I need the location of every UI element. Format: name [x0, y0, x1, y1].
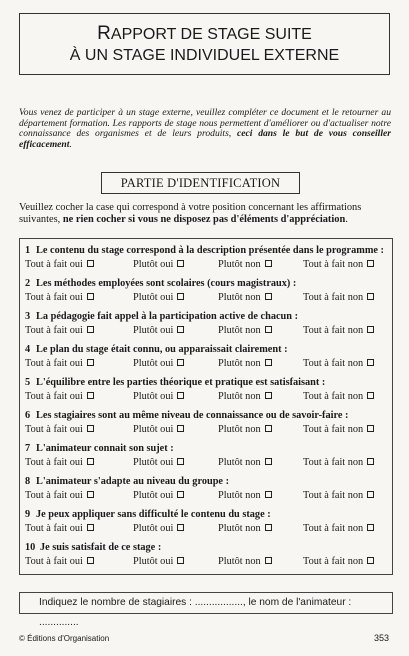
title-line-2: À UN STAGE INDIVIDUEL EXTERNE [69, 47, 340, 64]
answer-option[interactable] [218, 457, 272, 468]
answer-option[interactable] [25, 424, 94, 435]
answer-option-label: Plutôt non [218, 457, 261, 468]
question-number: 6 [25, 410, 31, 421]
question-label [25, 278, 296, 289]
answer-option-label: Plutôt non [218, 292, 261, 303]
answer-option[interactable] [133, 292, 184, 303]
answer-option-label: Tout à fait oui [25, 457, 83, 468]
checkbox-icon[interactable] [177, 326, 184, 333]
checkbox-icon[interactable] [367, 458, 374, 465]
intro-paragraph: Vous venez de participer à un stage externe, veuillez compléter ce document et le retourner au département formation. Les rapports de stage nous permettent d'améliorer ou d'actualiser notre connaissance des organismes et de leurs produits, ceci dans le but de vous conseiller efficacement. [19, 107, 392, 150]
answer-option-label: Tout à fait non [303, 490, 364, 501]
answer-option[interactable] [133, 424, 184, 435]
answer-option-label: Plutôt non [218, 358, 261, 369]
answer-option-label: Tout à fait oui [25, 523, 83, 534]
checkbox-icon[interactable] [87, 458, 94, 465]
answer-option-label: Tout à fait oui [25, 391, 83, 402]
question-label [25, 410, 348, 421]
question-row [20, 542, 392, 574]
answer-option[interactable] [25, 325, 94, 336]
answer-option-label: Plutôt non [218, 490, 261, 501]
answer-option[interactable] [133, 259, 184, 270]
question-row [20, 443, 392, 475]
checkbox-icon[interactable] [265, 260, 272, 267]
checkbox-icon[interactable] [177, 458, 184, 465]
checkbox-icon[interactable] [87, 293, 94, 300]
answer-option-label: Plutôt oui [133, 556, 174, 567]
question-text: Le contenu du stage correspond à la description présentée dans le programme : [36, 245, 384, 256]
answer-option[interactable] [133, 325, 184, 336]
answer-option[interactable] [25, 457, 94, 468]
answer-option-label: Tout à fait oui [25, 259, 83, 270]
answer-option-label: Tout à fait oui [25, 325, 83, 336]
checkbox-icon[interactable] [265, 557, 272, 564]
page-number: 353 [374, 633, 390, 643]
answer-option-label: Tout à fait non [303, 292, 364, 303]
footer-fill-line[interactable]: Indiquez le nombre de stagiaires : ................., le nom de l'animateur : .............. [19, 592, 393, 614]
question-text: Je peux appliquer sans difficulté le contenu du stage : [36, 509, 271, 520]
checkbox-icon[interactable] [265, 425, 272, 432]
question-label [25, 311, 298, 322]
question-text: Le plan du stage était connu, ou apparaissait clairement : [36, 344, 288, 355]
checkbox-icon[interactable] [367, 293, 374, 300]
answer-option[interactable] [303, 325, 374, 336]
instructions-paragraph: Veuillez cocher la case qui correspond à votre position concernant les affirmations suivantes, ne rien cocher si vous ne disposez pas d'éléments d'appréciation. [19, 202, 362, 225]
answer-option[interactable] [303, 358, 374, 369]
answer-option[interactable] [133, 556, 184, 567]
question-text: L'équilibre entre les parties théorique et pratique est satisfaisant : [36, 377, 326, 388]
checkbox-icon[interactable] [367, 524, 374, 531]
answer-option[interactable] [218, 292, 272, 303]
checkbox-icon[interactable] [367, 491, 374, 498]
answer-option-label: Tout à fait non [303, 457, 364, 468]
answer-option-label: Tout à fait non [303, 358, 364, 369]
answer-option-label: Plutôt oui [133, 325, 174, 336]
question-row [20, 410, 392, 442]
checkbox-icon[interactable] [367, 260, 374, 267]
question-text: L'animateur s'adapte au niveau du groupe : [36, 476, 230, 487]
checkbox-icon[interactable] [367, 425, 374, 432]
question-label [25, 443, 174, 454]
answer-option-label: Plutôt oui [133, 358, 174, 369]
checkbox-icon[interactable] [265, 392, 272, 399]
answer-option-label: Tout à fait oui [25, 490, 83, 501]
question-label [25, 245, 384, 256]
answer-option-label: Tout à fait oui [25, 358, 83, 369]
answer-option-label: Tout à fait oui [25, 424, 83, 435]
answer-option-label: Plutôt non [218, 325, 261, 336]
question-row [20, 377, 392, 409]
title-line-1: RAPPORT DE STAGE SUITE [97, 23, 312, 44]
checkbox-icon[interactable] [87, 392, 94, 399]
checkbox-icon[interactable] [177, 392, 184, 399]
answer-option[interactable] [303, 523, 374, 534]
question-label [25, 542, 161, 553]
answer-option-label: Tout à fait non [303, 424, 364, 435]
question-number: 7 [25, 443, 31, 454]
questionnaire [19, 238, 393, 575]
checkbox-icon[interactable] [177, 425, 184, 432]
answer-option-label: Plutôt oui [133, 259, 174, 270]
question-number: 1 [25, 245, 31, 256]
checkbox-icon[interactable] [177, 293, 184, 300]
answer-option[interactable] [218, 556, 272, 567]
question-row [20, 311, 392, 343]
answer-option[interactable] [218, 490, 272, 501]
answer-option[interactable] [303, 259, 374, 270]
question-text: Les méthodes employées sont scolaires (cours magistraux) : [36, 278, 297, 289]
answer-option[interactable] [218, 325, 272, 336]
question-number: 2 [25, 278, 31, 289]
checkbox-icon[interactable] [177, 359, 184, 366]
question-label [25, 344, 288, 355]
checkbox-icon[interactable] [367, 326, 374, 333]
answer-option[interactable] [25, 259, 94, 270]
answer-option-label: Tout à fait oui [25, 556, 83, 567]
question-number: 8 [25, 476, 31, 487]
answer-option[interactable] [133, 391, 184, 402]
answer-option[interactable] [218, 391, 272, 402]
question-label [25, 476, 229, 487]
checkbox-icon[interactable] [177, 557, 184, 564]
question-text: Je suis satisfait de ce stage : [40, 542, 162, 553]
answer-option-label: Plutôt non [218, 391, 261, 402]
answer-option-label: Plutôt oui [133, 457, 174, 468]
question-number: 3 [25, 311, 31, 322]
publisher-credit: © Éditions d'Organisation [19, 634, 110, 643]
answer-option[interactable] [303, 292, 374, 303]
checkbox-icon[interactable] [265, 491, 272, 498]
answer-option[interactable] [25, 523, 94, 534]
checkbox-icon[interactable] [87, 260, 94, 267]
question-text: La pédagogie fait appel à la participation active de chacun : [36, 311, 298, 322]
answer-option-label: Plutôt non [218, 523, 261, 534]
question-label [25, 377, 325, 388]
answer-option[interactable] [25, 490, 94, 501]
answer-option-label: Tout à fait non [303, 391, 364, 402]
answer-option[interactable] [303, 424, 374, 435]
answer-option[interactable] [303, 391, 374, 402]
question-number: 4 [25, 344, 31, 355]
question-number: 9 [25, 509, 31, 520]
question-text: L'animateur connait son sujet : [36, 443, 174, 454]
checkbox-icon[interactable] [265, 293, 272, 300]
answer-option[interactable] [25, 556, 94, 567]
answer-option-label: Tout à fait non [303, 259, 364, 270]
document-title [19, 13, 390, 75]
answer-option-label: Tout à fait oui [25, 292, 83, 303]
answer-option-label: Plutôt non [218, 556, 261, 567]
answer-option[interactable] [218, 358, 272, 369]
answer-option[interactable] [218, 424, 272, 435]
answer-option-label: Tout à fait non [303, 325, 364, 336]
answer-option[interactable] [218, 523, 272, 534]
answer-option-label: Plutôt non [218, 259, 261, 270]
answer-option-label: Plutôt oui [133, 292, 174, 303]
checkbox-icon[interactable] [265, 524, 272, 531]
answer-option[interactable] [133, 490, 184, 501]
question-number: 10 [25, 542, 36, 553]
question-row [20, 245, 392, 277]
checkbox-icon[interactable] [87, 524, 94, 531]
question-text: Les stagiaires sont au même niveau de connaissance ou de savoir-faire : [36, 410, 349, 421]
section-title: PARTIE D'IDENTIFICATION [101, 172, 300, 194]
answer-option[interactable] [133, 523, 184, 534]
question-label [25, 509, 271, 520]
checkbox-icon[interactable] [177, 524, 184, 531]
answer-option[interactable] [218, 259, 272, 270]
checkbox-icon[interactable] [367, 557, 374, 564]
checkbox-icon[interactable] [367, 392, 374, 399]
question-row [20, 344, 392, 376]
checkbox-icon[interactable] [87, 359, 94, 366]
answer-option[interactable] [303, 556, 374, 567]
checkbox-icon[interactable] [367, 359, 374, 366]
answer-option-label: Plutôt oui [133, 391, 174, 402]
checkbox-icon[interactable] [87, 425, 94, 432]
question-row [20, 476, 392, 508]
checkbox-icon[interactable] [87, 557, 94, 564]
answer-option-label: Plutôt oui [133, 424, 174, 435]
answer-option[interactable] [25, 391, 94, 402]
answer-option-label: Tout à fait non [303, 523, 364, 534]
checkbox-icon[interactable] [177, 260, 184, 267]
question-row [20, 509, 392, 541]
answer-option-label: Plutôt non [218, 424, 261, 435]
checkbox-icon[interactable] [265, 359, 272, 366]
answer-option[interactable] [133, 358, 184, 369]
answer-option[interactable] [303, 457, 374, 468]
checkbox-icon[interactable] [177, 491, 184, 498]
answer-option[interactable] [133, 457, 184, 468]
answer-option[interactable] [25, 358, 94, 369]
question-number: 5 [25, 377, 31, 388]
answer-option-label: Tout à fait non [303, 556, 364, 567]
answer-option-label: Plutôt oui [133, 490, 174, 501]
checkbox-icon[interactable] [87, 491, 94, 498]
checkbox-icon[interactable] [87, 326, 94, 333]
question-row [20, 278, 392, 310]
answer-option-label: Plutôt oui [133, 523, 174, 534]
checkbox-icon[interactable] [265, 326, 272, 333]
answer-option[interactable] [25, 292, 94, 303]
answer-option[interactable] [303, 490, 374, 501]
checkbox-icon[interactable] [265, 458, 272, 465]
